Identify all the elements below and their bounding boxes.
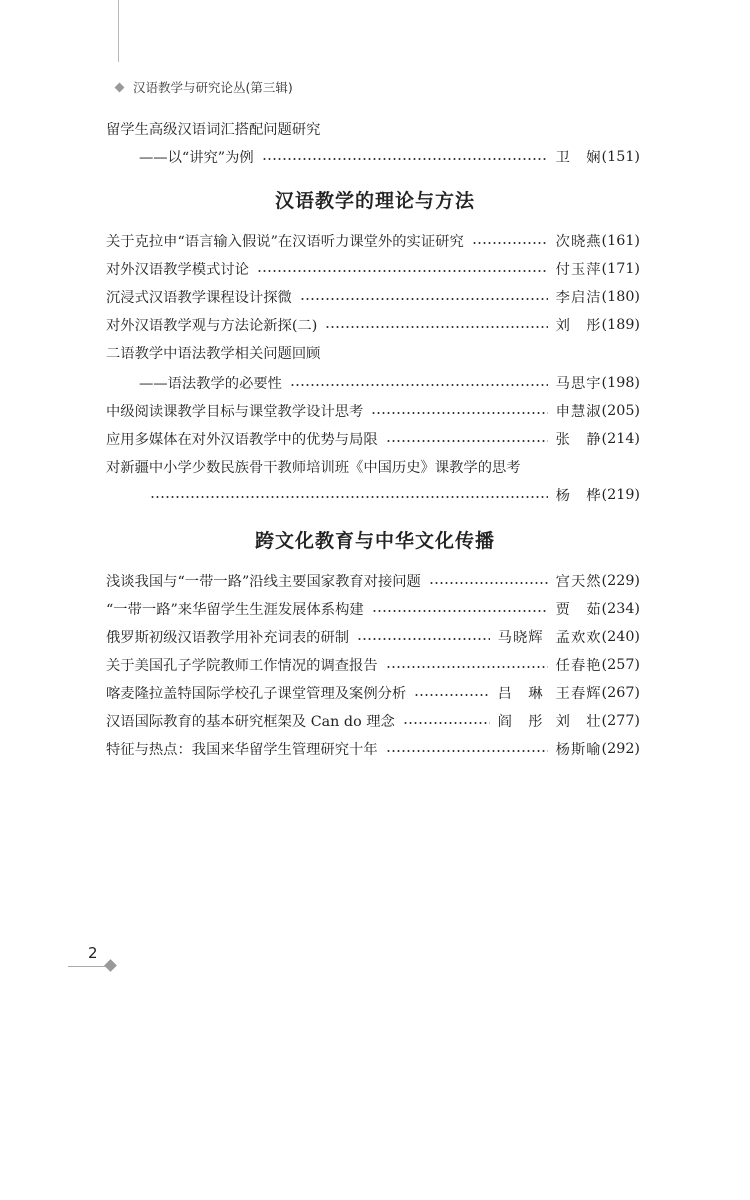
entry-author: 吕 琳 (497, 686, 544, 702)
toc-entry (106, 258, 640, 280)
dot-leader (290, 384, 548, 386)
section-heading: 跨文化教育与中华文化传播 (254, 530, 495, 552)
diamond-icon (115, 83, 125, 93)
diamond-icon (104, 959, 117, 972)
dot-leader (429, 582, 548, 584)
entry-author: 王春辉 (555, 686, 602, 702)
entry-author: 孟欢欢 (555, 630, 602, 646)
entry-title: 对新疆中小学少数民族骨干教师培训班《中国历史》课教学的思考 (106, 460, 521, 476)
entry-author: 宫天然 (555, 574, 602, 590)
entry-title: 对外汉语教学模式讨论 (106, 262, 249, 278)
dot-leader (386, 750, 548, 752)
dot-leader (372, 610, 548, 612)
toc-entry (106, 286, 640, 308)
toc-entry (106, 710, 640, 732)
entry-author: 刘 壮 (555, 714, 602, 730)
entry-author: 贾 茹 (555, 602, 602, 618)
entry-author: 杨 桦 (555, 488, 602, 504)
entry-page: (205) (601, 403, 640, 419)
toc-entry (106, 118, 640, 140)
toc-entry (106, 598, 640, 620)
entry-title: 应用多媒体在对外汉语教学中的优势与局限 (106, 432, 378, 448)
dot-leader (262, 158, 548, 160)
dot-leader (386, 666, 548, 668)
toc-entry (106, 570, 640, 592)
entry-title: 沉浸式汉语教学课程设计探微 (106, 290, 292, 306)
entry-title: 俄罗斯初级汉语教学用补充词表的研制 (106, 630, 350, 646)
entry-page: (161) (601, 233, 640, 249)
dot-leader (150, 496, 548, 498)
entry-page: (171) (601, 261, 640, 277)
entry-title: 留学生高级汉语词汇搭配问题研究 (106, 122, 321, 138)
entry-page: (229) (601, 573, 640, 589)
entry-author: 马晓辉 (497, 630, 544, 646)
entry-title: 特征与热点：我国来华留学生管理研究十年 (106, 742, 378, 758)
dot-leader (472, 242, 548, 244)
running-header (116, 78, 293, 96)
entry-page: (240) (601, 629, 640, 645)
toc-entry (106, 738, 640, 760)
dot-leader (414, 694, 489, 696)
toc-entry (150, 484, 640, 506)
entry-author: 杨斯喻 (555, 742, 602, 758)
entry-page: (151) (601, 149, 640, 165)
dot-leader (257, 270, 548, 272)
entry-author: 张 静 (555, 432, 602, 448)
entry-author: 阎 彤 (497, 714, 544, 730)
dot-leader (403, 722, 490, 724)
entry-author: 刘 彤 (555, 318, 602, 334)
entry-title: 关于克拉申“语言输入假说”在汉语听力课堂外的实证研究 (106, 234, 464, 250)
entry-author: 李启洁 (555, 290, 602, 306)
entry-author: 卫 娴 (555, 150, 602, 166)
dot-leader (300, 298, 548, 300)
entry-page: (277) (601, 713, 640, 729)
entry-author: 付玉萍 (555, 262, 602, 278)
toc-entry (106, 456, 640, 478)
entry-subtitle: ——语法教学的必要性 (139, 376, 282, 392)
entry-author: 马思宇 (555, 376, 602, 392)
dot-leader (357, 638, 490, 640)
toc-entry (139, 146, 640, 168)
dot-leader (325, 326, 547, 328)
toc-entry (106, 400, 640, 422)
toc-entry (106, 314, 640, 336)
entry-title: 中级阅读课教学目标与课堂教学设计思考 (106, 404, 364, 420)
entry-page: (234) (601, 601, 640, 617)
toc-entry (139, 372, 640, 394)
entry-page: (292) (601, 741, 640, 757)
entry-title: 对外汉语教学观与方法论新探(二) (106, 318, 318, 334)
toc-entry (106, 654, 640, 676)
entry-title: “一带一路”来华留学生生涯发展体系构建 (106, 602, 364, 618)
section-heading: 汉语教学的理论与方法 (274, 190, 475, 212)
entry-page: (214) (601, 431, 640, 447)
entry-author: 申慧淑 (555, 404, 602, 420)
entry-author: 任春艳 (555, 658, 602, 674)
dot-leader (371, 412, 547, 414)
entry-author: 次晓燕 (555, 234, 602, 250)
entry-page: (189) (601, 317, 640, 333)
entry-page: (219) (601, 487, 640, 503)
entry-title: 喀麦隆拉盖特国际学校孔子课堂管理及案例分析 (106, 686, 407, 702)
entry-page: (180) (601, 289, 640, 305)
entry-title: 汉语国际教育的基本研究框架及 Can do 理念 (106, 714, 395, 730)
entry-subtitle: ——以“讲究”为例 (139, 150, 254, 166)
entry-page: (257) (601, 657, 640, 673)
entry-page: (267) (601, 685, 640, 701)
entry-title: 浅谈我国与“一带一路”沿线主要国家教育对接问题 (106, 574, 421, 590)
entry-page: (198) (601, 375, 640, 391)
entry-title: 二语教学中语法教学相关问题回顾 (106, 346, 321, 362)
toc-entry (106, 230, 640, 252)
running-title: 汉语教学与研究论丛(第三辑) (133, 80, 293, 95)
toc-entry (106, 428, 640, 450)
toc-entry (106, 626, 640, 648)
page-number: 2 (88, 944, 98, 962)
margin-rule (118, 0, 119, 62)
toc-entry (106, 342, 640, 364)
entry-title: 关于美国孔子学院教师工作情况的调查报告 (106, 658, 378, 674)
dot-leader (386, 440, 548, 442)
footer-rule (68, 966, 106, 967)
toc-entry (106, 682, 640, 704)
